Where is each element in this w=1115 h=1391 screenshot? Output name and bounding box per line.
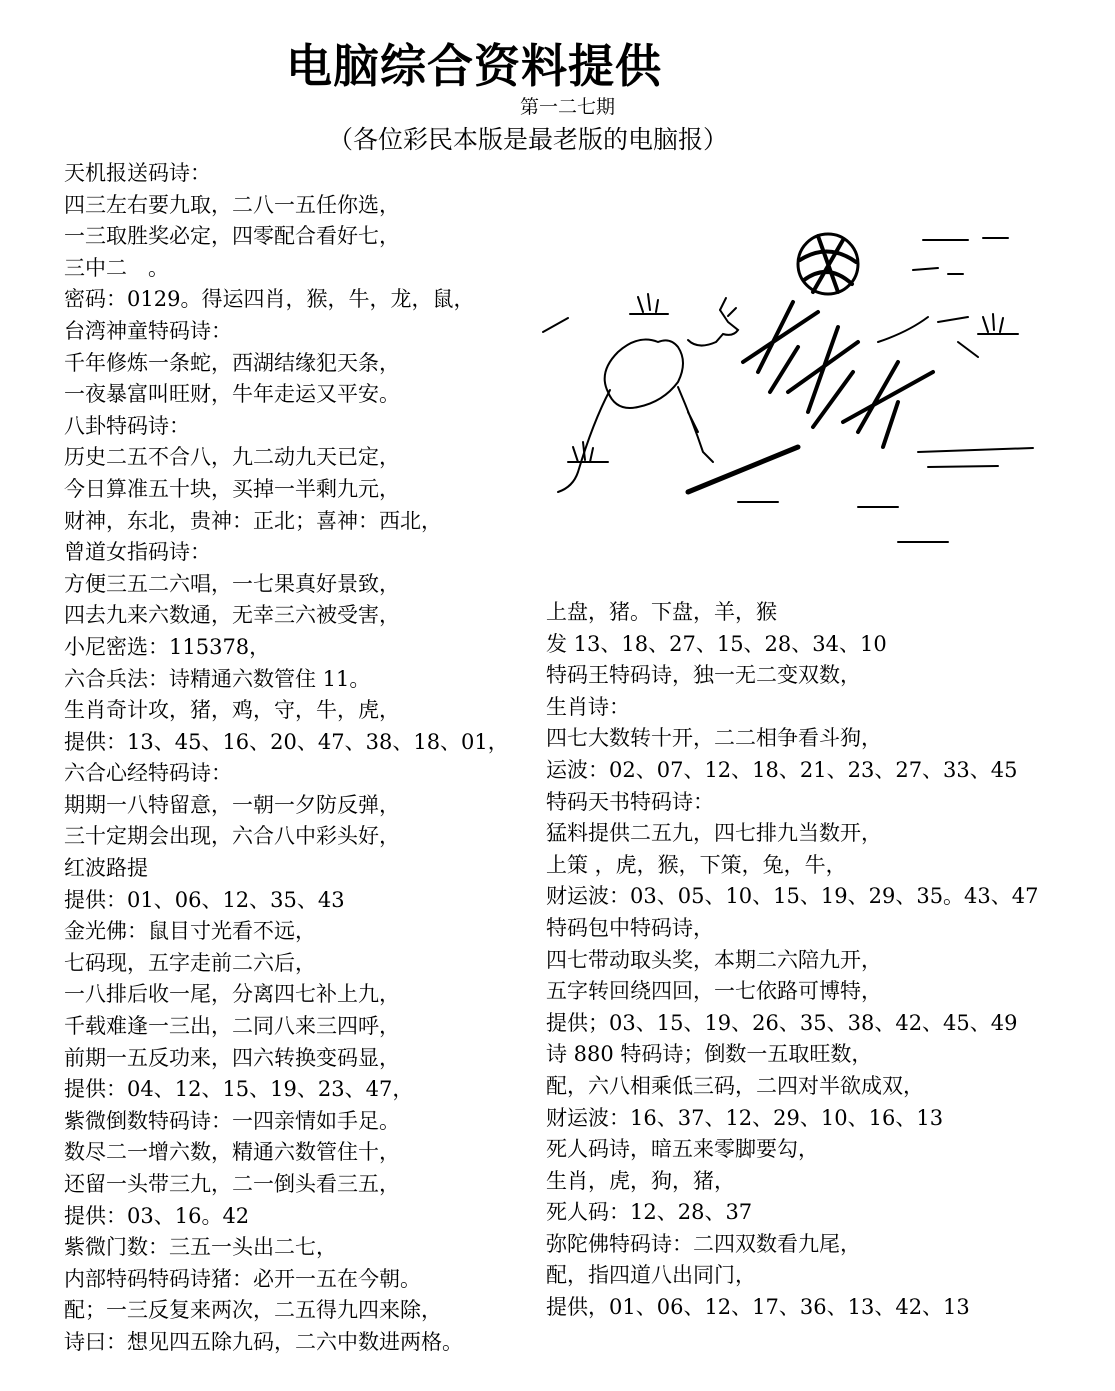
text-line: 三中二 。 (64, 255, 169, 280)
text-line: 三十定期会出现，六合八中彩头好， (64, 824, 400, 849)
text-line: 红波路提 (64, 856, 148, 881)
text-line: 曾道女指码诗： (64, 540, 211, 565)
text-line: 上策 ，虎，猴，下策，兔，牛， (546, 852, 847, 877)
right-column (546, 597, 1039, 1324)
page-subtitle: （各位彩民本版是最老版的电脑报） (328, 125, 729, 154)
text-line: 紫微倒数特码诗：一四亲情如手足。 (64, 1108, 400, 1133)
text-line: 提供：03、16。42 (64, 1203, 250, 1228)
text-line: 提供：04、12、15、19、23、47， (64, 1077, 414, 1102)
text-line: 死人码诗，暗五来零脚要勾， (546, 1137, 819, 1162)
text-line: 五字转回绕四回，一七依路可博特， (546, 979, 882, 1004)
text-line: 生肖奇计攻，猪，鸡，守，牛，虎， (64, 698, 400, 723)
text-line: 财运波：16、37、12、29、10、16、13 (546, 1105, 944, 1130)
text-line: 提供：13、45、16、20、47、38、18、01， (64, 729, 509, 754)
text-line: 一夜暴富叫旺财，牛年走运又平安。 (64, 382, 400, 407)
text-line: 四三左右要九取，二八一五任你选， (64, 192, 400, 217)
text-line: 提供，01、06、12、17、36、13、42、13 (546, 1295, 970, 1320)
issue-number: 第一二七期 (520, 96, 616, 118)
text-line: 生肖诗： (546, 694, 630, 719)
text-line: 四去九来六数通，无幸三六被受害， (64, 603, 400, 628)
text-line: 期期一八特留意，一朝一夕防反弹， (64, 792, 400, 817)
text-line: 猛料提供二五九，四七排九当数开， (546, 821, 882, 846)
text-line: 配，指四道八出同门， (546, 1263, 756, 1288)
text-line: 还留一头带三九，二一倒头看三五， (64, 1172, 400, 1196)
text-line: 金光佛：鼠目寸光看不远， (64, 919, 316, 944)
text-line: 千年修炼一条蛇，西湖结缘犯天条， (64, 350, 400, 375)
text-line: 提供：01、06、12、35、43 (64, 887, 345, 912)
text-line: 发 13、18、27、15、28、34、10 (546, 631, 887, 656)
text-line: 配；一三反复来两次，二五得九四来除， (64, 1298, 442, 1323)
text-line: 特码王特码诗，独一无二变双数， (546, 663, 861, 688)
text-line: 七码现，五字走前二六后， (64, 950, 316, 975)
text-line: 诗 880 特码诗；倒数一五取旺数， (546, 1042, 873, 1067)
text-line: 配，六八相乘低三码，二四对半欲成双， (546, 1073, 924, 1098)
text-line: 内部特码特码诗猪：必开一五在今朝。 (64, 1266, 421, 1291)
text-line: 上盘，猪。下盘，羊，猴 (546, 600, 777, 624)
text-line: 千载难逢一三出，二同八来三四呼， (64, 1014, 400, 1039)
text-line: 密码：0129。得运四肖，猴，牛，龙，鼠， (64, 287, 475, 312)
text-line: 一八排后收一尾，分离四七补上九， (64, 982, 400, 1007)
text-line: 四七带动取头奖，本期二六陪九开， (546, 947, 882, 972)
text-line: 诗曰：想见四五除九码，二六中数进两格。 (64, 1329, 463, 1354)
text-line: 前期一五反功来，四六转换变码显， (64, 1045, 400, 1070)
text-line: 弥陀佛特码诗：二四双数看九尾， (546, 1231, 861, 1256)
text-line: 六合心经特码诗： (64, 761, 232, 786)
text-line: 提供；03、15、19、26、35、38、42、45、49 (546, 1010, 1018, 1035)
text-line: 财神，东北，贵神：正北；喜神：西北， (64, 508, 442, 533)
text-line: 四七大数转十开，二二相争看斗狗， (546, 726, 882, 751)
text-line: 今日算准五十块，买掉一半剩九元， (64, 476, 400, 501)
text-line: 历史二五不合八，九二动九天已定， (64, 445, 400, 470)
text-line: 特码包中特码诗， (546, 915, 714, 940)
text-line: 数尽二一增六数，精通六数管住十， (64, 1140, 400, 1165)
text-line: 紫微门数：三五一头出二七， (64, 1235, 337, 1260)
text-line: 小尼密选：115378， (64, 634, 271, 659)
text-line: 八卦特码诗： (64, 413, 190, 438)
left-column (64, 158, 509, 1359)
text-line: 特码天书特码诗： (546, 789, 714, 814)
text-line: 财运波：03、05、10、15、19、29、35。43、47 (546, 884, 1039, 909)
text-line: 台湾神童特码诗： (64, 318, 232, 343)
text-line: 方便三五二六唱，一七果真好景致， (64, 571, 400, 596)
page-title: 电脑综合资料提供 (286, 39, 662, 93)
text-line: 六合兵法：诗精通六数管住 11。 (64, 666, 371, 691)
text-line: 生肖，虎，狗，猪， (546, 1168, 735, 1193)
text-line: 死人码：12、28、37 (546, 1200, 753, 1225)
text-line: 天机报送码诗： (64, 161, 211, 185)
kangaroo-illustration (538, 222, 1038, 552)
text-line: 运波：02、07、12、18、21、23、27、33、45 (546, 757, 1018, 782)
text-line: 一三取胜奖必定，四零配合看好七， (64, 224, 400, 249)
